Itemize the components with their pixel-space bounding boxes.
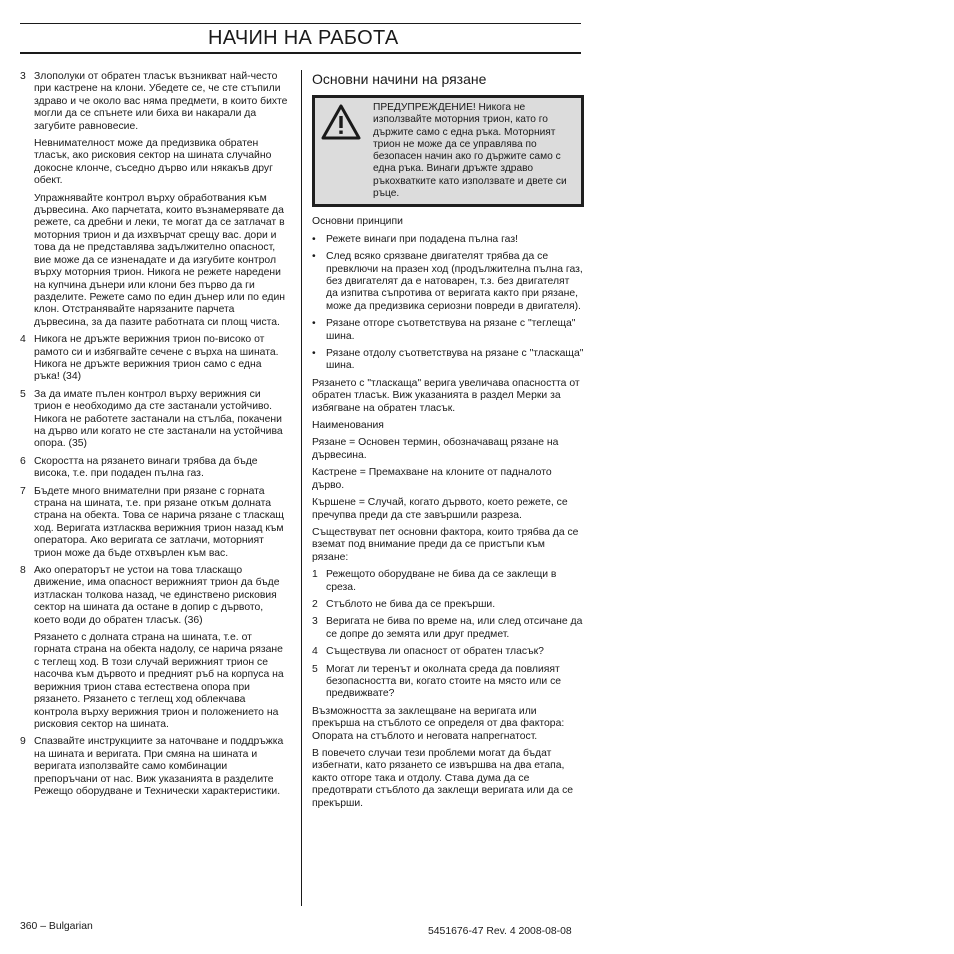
bullet-text: Рязане отдолу съответствува на рязане с "тласкаща" шина. xyxy=(326,348,584,372)
item-text: Могат ли теренът и околната среда да повлияят безопасността ви, когато стоите на място или се предвижвате? xyxy=(326,663,562,700)
list-item xyxy=(20,456,290,481)
warning-triangle-icon xyxy=(321,102,373,200)
item-number: 5 xyxy=(312,663,318,675)
item-text: Съществува ли опасност от обратен тласък? xyxy=(326,646,544,658)
item-paragraph: Рязането с долната страна на шината, т.е. от горната страна на обекта надолу, се нарича рязане с теглещ ход. В този случай верижният трион се насочва към дървото и предният ръб на корпуса на верижния трион става естествена опора при рязането. Рязането с теглещ ход облекчава контрола върху верижния трион и положението на рисковия сектор на шината. xyxy=(34,632,284,730)
bullet-text: Режете винаги при подадена пълна газ! xyxy=(326,233,518,245)
item-text: Никога не дръжте верижния трион по-високо от рамото си и избягвайте сечене с върха на шината. Никога не дръжте верижния трион само с една ръка! (34) xyxy=(34,334,279,383)
item-text: Стъблото не бива да се прекърши. xyxy=(326,598,496,610)
page-title: НАЧИН НА РАБОТА xyxy=(208,27,399,49)
closing-paragraph: В повечето случаи тези проблеми могат да бъдат избегнати, като рязането се извършва на два етапа, както отгоре така и отдолу. Става дума да се предотврати стъблото да заклещи веригата или да се прекърши. xyxy=(312,748,574,809)
factor-item xyxy=(312,664,584,701)
item-number: 4 xyxy=(312,646,318,658)
item-number: 1 xyxy=(312,569,318,581)
header-rule-top xyxy=(20,23,581,24)
item-number: 5 xyxy=(20,388,26,400)
list-item xyxy=(20,565,290,627)
list-item xyxy=(20,71,290,133)
item-number: 9 xyxy=(20,736,26,748)
bullet-item: • След всяко срязване двигателят трябва да се превключи на празен ход (продължителна пълна газ, без двигателят да е натоварен, т.з. без двигателят да изпитва съпротива от веригата както при рязане, може да предизвика сериозни повреди в двигателя). xyxy=(312,251,583,312)
item-text: Бъдете много внимателни при рязане с горната страна на шината, т.е. при рязане откъм долната страна на обекта. Това се нарича рязане с тласкащ ход. Веригата изтласква верижния трион назад към оператора. Ако веригата се затлачи, моторният трион може да бъде отхвърлен към вас. xyxy=(34,485,284,559)
list-item xyxy=(20,334,290,384)
item-paragraph: Упражнявайте контрол върху обработвания към дървесина. Ако парчетата, които възнамерявате да режете, са дребни и леки, те могат да се затлачат в моторния трион и да изхвърчат срещу вас. дори и това да не представлява задължително опасност, вие може да се изненадате и да изгубите контрол върху моторния трион. Никога не режете наредени на купчина дънери или клони без първо да ги разделите. Режете само по един дънер или по един клон. Отстранявайте нарязаните парчета дървесина, за да пазите работната си площ чиста. xyxy=(34,192,285,328)
term-definition: Рязане = Основен термин, обозначаващ рязане на дървесина. xyxy=(312,437,559,461)
pushing-chain-note: Рязането с "тласкаща" верига увеличава опасността от обратен тласък. Виж указанията в раздел Мерки за избягване на обратен тласък. xyxy=(312,377,580,414)
term-definition: Кастрене = Премахване на клоните от падналото дърво. xyxy=(312,467,552,491)
item-number: 6 xyxy=(20,455,26,467)
bullet-item: • Рязане отдолу съответствува на рязане с "тласкаща" шина. xyxy=(312,348,584,372)
warning-text: ПРЕДУПРЕЖДЕНИЕ! Никога не използвайте моторния трион, като го държите само с една ръка. Моторният трион не може да се управлява по безопасен начин ако го държите само с една ръка. Винаги дръжте здраво ръкохватките като използвате и двете си ръце. xyxy=(373,102,567,200)
item-number: 4 xyxy=(20,334,26,346)
factor-item xyxy=(312,646,584,658)
header-rule-bottom xyxy=(20,52,581,54)
term-definition: Кършене = Случай, когато дървото, което режете, се пречупва преди да сте завършили разреза. xyxy=(312,497,568,521)
bullet-item: • Режете винаги при подадена пълна газ! xyxy=(312,234,584,246)
bullet-text: След всяко срязване двигателят трябва да се превключи на празен ход (продължителна пълна газ, без двигателят да е натоварен, т.з. без двигателят да изпитва съпротива от веригата както при рязане, може да предизвика сериозни повреди в двигателя). xyxy=(326,251,583,312)
item-text: За да имате пълен контрол върху верижния си трион е необходимо да сте застанали устойчиво. Никога не работете застанали на стълба, покачени на дърво или когато не сте застанали на устойчива опора. (35) xyxy=(34,388,283,450)
left-column xyxy=(20,71,290,803)
bullet-text: Рязане отгоре съответствува на рязане с "теглеща" шина. xyxy=(326,318,576,342)
item-number: 3 xyxy=(312,616,318,628)
list-item xyxy=(20,736,290,798)
item-number: 8 xyxy=(20,565,26,577)
column-divider xyxy=(301,70,302,906)
right-column xyxy=(312,71,584,815)
page-number: 360 – Bulgarian xyxy=(20,921,93,932)
item-number: 3 xyxy=(20,71,26,82)
factors-intro: Съществуват пет основни фактора, които трябва да се вземат под внимание преди да се пристъпи към рязане: xyxy=(312,526,579,563)
item-number: 7 xyxy=(20,485,26,497)
item-text: Веригата не бива по време на, или след отсичане да се допре до земята или друг предмет. xyxy=(326,616,583,640)
item-text: Злополуки от обратен тласък възникват най-често при кастрене на клони. Убедете се, че сте стъпили здраво и че около вас няма предмети, в които бихте могли да се спънете или биха ви накарали да загубите равновесие. xyxy=(34,71,288,132)
item-text: Скоростта на рязането винаги трябва да бъде висока, т.е. при подаден пълна газ. xyxy=(34,455,258,480)
list-item xyxy=(20,486,290,560)
item-text: Ако операторът не устои на това тласкащо движение, има опасност верижният трион да бъде изтласкан толкова назад, че единствено рисковия сектор на шината да остане в допир с дървото, което води до обратен тласък. (36) xyxy=(34,565,280,626)
item-text: Режещото оборудване не бива да се заклещи в среза. xyxy=(326,569,557,593)
bullet-item: • Рязане отгоре съответствува на рязане с "теглеща" шина. xyxy=(312,318,584,343)
warning-box xyxy=(312,95,584,207)
closing-paragraph: Възможността за заклещване на веригата или прекърша на стъблото се определя от два фактора: Опората на стъблото и неговата напрегнатост. xyxy=(312,705,565,742)
section-heading: Основни начини на рязане xyxy=(312,71,487,87)
factor-item xyxy=(312,599,584,611)
factor-item xyxy=(312,616,584,641)
factor-item xyxy=(312,569,584,594)
item-number: 2 xyxy=(312,598,318,610)
list-item xyxy=(20,389,290,451)
item-text: Спазвайте инструкциите за наточване и поддръжка на шината и веригата. При смяна на шината и веригата използвайте само комбинации препоръчани от нас. Виж указанията в разделите Режещо оборудване и Технически характеристики. xyxy=(34,736,284,797)
item-paragraph: Невнимателност може да предизвика обратен тласък, ако рисковия сектор на шината случайно докосне клонче, съседно дърво или някакъв друг обект. xyxy=(34,138,273,187)
subheading-principles: Основни принципи xyxy=(312,216,403,228)
subheading-terms: Наименования xyxy=(312,420,384,432)
document-reference: 5451676-47 Rev. 4 2008-08-08 xyxy=(428,926,572,937)
